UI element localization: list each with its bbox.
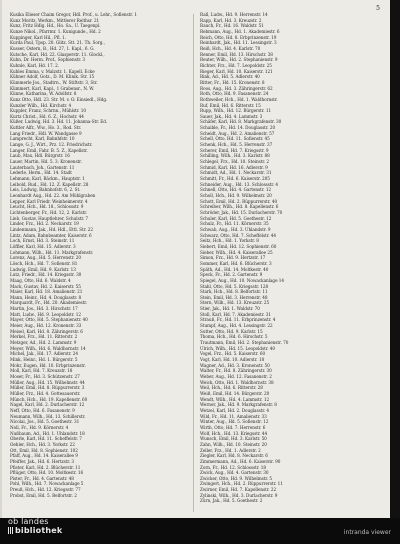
directory-entry: Marquardt, Fr., Hd. 20. Akademiestr.	[10, 300, 88, 306]
directory-entry: Lorenz, Aug., Hd. 5. Herrenstr. 20	[10, 255, 82, 261]
directory-entry: Linder, Frz., Hd. 2. Neckarstr. 19	[10, 221, 79, 227]
directory-entry: Lohmann, Wilh., Hd. 11. Markgrafenstr.	[10, 249, 94, 255]
directory-entry: Rieger, Karl, Hd. 10. Kaiserstr. 121	[200, 68, 273, 74]
directory-entry: Walter, Fr., Hd. 8. Zähringerstr. 30	[200, 368, 272, 374]
directory-entry: Schreiber, Wilh., Hd. 8. Kapellenstr. 6	[200, 204, 279, 210]
directory-entry: Richter, Frz., Hd. 7. Leopoldstr. 25	[200, 62, 272, 68]
directory-entry: Zahn, Wilh., Hd. 10. Steinstr. 20	[200, 441, 267, 447]
directory-entry: Schmidt, Ad., Hd. 1. Neckarstr. 31	[200, 170, 272, 176]
directory-entry: Zwick, Aug., Hd. 4. Gartenstr. 30	[200, 470, 269, 476]
directory-entry: Maier, Karl, Hd. 18. Amalienstr. 21	[10, 289, 83, 295]
directory-entry: Pohl, Wilh., Hd. 7. Nowackanlage 5	[10, 481, 84, 487]
directory-entry: Rebmann, Aug., Hd. 1. Akademiestr. 6	[200, 28, 280, 34]
directory-entry: Vogt, Karl, Hd. 10. Adlerstr. 18	[200, 357, 265, 363]
directory-entry: Pfister, Karl, Hd. 2. Blücherstr. 11	[10, 464, 81, 470]
directory-entry: Thoma, Hch., Hd. 6. Hirschstr. 5	[200, 334, 268, 340]
directory-entry: Rauch, Fr., Hd. 16. Waldstr. 51	[200, 23, 264, 29]
directory-entry: Oehler, Hch., Hd. 3. Yorkstr. 22	[10, 441, 75, 447]
directory-entry: Lehmann, Karl, Bäckm., Hauptstr. 1	[10, 176, 85, 182]
directory-entry: Rupp, Wilh., Hd. 12. Bürgerstr. 11	[200, 108, 272, 114]
directory-entry: Martin, Jos., Hd. 3. Hirschstr. 17	[10, 306, 78, 312]
directory-entry: Noll, Fr., Hd. 9. Körnerstr. 4	[10, 424, 69, 430]
directory-entry: Leis, Ludwig, Bahnhofstr. 6, 2. St.	[10, 187, 81, 193]
directory-entry: Ruf, Emil, Hd. 6. Ritterstr. 15	[200, 102, 261, 108]
right-column	[200, 12, 382, 504]
directory-entry: Mohr, Eugen, Hd. 10. Erbprinzenstr.	[10, 362, 86, 368]
directory-entry: Wagner, Ad., Hd. 3. Kronenstr. 50	[200, 362, 270, 368]
directory-entry: Moll, Karl, Hd. 7. Kreuzstr. 18	[10, 368, 73, 374]
logo-line-1: ob landes	[8, 517, 49, 526]
directory-entry: Preuß, Hch., Hd. 12. Kriegsstr. 77	[10, 487, 81, 493]
directory-entry: Schenk, Hch., Hd. 5. Herrenstr. 37	[200, 142, 273, 148]
directory-entry: Merkel, Frz., Hd. 11. Ritterstr. 2	[10, 334, 78, 340]
directory-entry: Küßer, Ludwig, Hd. 3. Hd. 11. Johanna-Str. Ed.	[10, 119, 108, 125]
directory-entry: Zürn, Jak., Hd. 5. Goethestr. 2	[200, 498, 263, 504]
directory-entry: Stark, Hch., Hd. 8. Belfortstr. 11	[200, 289, 268, 295]
directory-entry: Scholl, Hch., Hd. 9. Wilhelmstr. 20	[200, 193, 272, 198]
directory-entry: Pfeiffer, Jak., Hd. 6. Hertzstr. 3	[10, 458, 75, 464]
directory-entry: Schott, Emil, Hd. 2. Rüppurrerstr. 40	[200, 198, 278, 204]
directory-entry: Zimmermann, Ad., Hd. 6. Kaiserstr. 90	[200, 458, 281, 464]
logo-bars-icon	[8, 527, 14, 534]
directory-entry: Kuhnle, Karl, Hd. 17. 2.	[10, 62, 60, 68]
directory-entry: Rall, Ludw., Hd. 9. Herrenstr. 14	[200, 12, 268, 17]
directory-entry: Vogel, Frz., Hd. 5. Kaiserstr. 60	[200, 351, 266, 357]
column-divider	[193, 14, 194, 512]
directory-entry: Lepper, Karl Friedr. Weinheimerstr. 4	[10, 198, 88, 204]
directory-entry: Reinhardt, Jak., Hd. 11. Lessingstr. 3	[200, 40, 277, 46]
directory-entry: Werner, Jak., Hd. 9. Markgrafenstr. 8	[200, 402, 277, 408]
scrollbar[interactable]	[390, 0, 400, 518]
directory-entry: Pflüger, Otto, Hd. 10. Moltkestr. 16	[10, 470, 84, 476]
directory-entry: Mink, Heinr., Hd. 1. Bürgerstr. 5	[10, 357, 78, 363]
directory-entry: Schaible, Fr., Hd. 14. Douglasstr. 20	[200, 125, 276, 131]
directory-entry: Müller, Aug., Hd. 15. Wilhelmstr. 44	[10, 379, 85, 385]
directory-entry: Lintz, Adam, Bahnbeamter, Kaiserstr. 6	[10, 232, 92, 238]
directory-entry: Weil, Hch., Hd. 6. Ritterstr. 28	[200, 385, 263, 391]
directory-entry: Zorn, Fr., Hd. 12. Schlossstr. 18	[200, 464, 267, 470]
directory-entry: Weiß, Emil, Hd. 14. Bürgerstr. 20	[200, 390, 270, 396]
directory-entry: Stern, Wilh., Hd. 13. Kreuzstr. 25	[200, 300, 270, 306]
directory-entry: Lamprecht, Karl, Bahnhfstr. 10	[10, 136, 75, 142]
directory-entry: Renner, Emil, Hd. 13. Hirschstr. 38	[200, 51, 273, 57]
directory-entry: Kuttler Alfr., Ww., Ho. 3., Rod. Str.	[10, 125, 82, 131]
directory-entry: Sutter, Otto, Hd. 9. Karlstr. 15	[200, 328, 263, 334]
directory-entry: Wirth, Otto, Hd. 7. Herrenstr. 6	[200, 424, 266, 430]
directory-entry: Weick, Otto, Hd. 1. Waldhornstr. 38	[200, 379, 274, 385]
directory-entry: Stumpf, Aug., Hd. 4. Lessingstr. 22	[200, 323, 273, 329]
directory-entry: Scherer, Emil, Hd. 7. Kriegsstr. 9	[200, 147, 269, 153]
directory-entry: Lederle, Herm., Hd. 14. Stadt	[10, 170, 72, 176]
directory-entry: Neumann, Wilh., Hd. 13. Schillerstr.	[10, 413, 86, 419]
directory-entry: Kurda Paul, Tpsp. 20. Glitz. Stt. 21. Th. Sorg.,	[10, 40, 105, 46]
directory-entry: Schröder, Jak., Hd. 15. Durlacherstr. 70	[200, 209, 283, 215]
directory-entry: Ott, Emil, Hd. 8. Sophienstr. 102	[10, 447, 78, 453]
directory-entry: Leibold, Rud., Hd. 12. Z. Kapellstr. 28	[10, 181, 89, 187]
directory-entry: Schlegel, Frz., Hd. 10. Steinstr. 2	[200, 159, 269, 165]
logo-line-2: bibliothek	[15, 526, 63, 535]
directory-entry: Rothweiler, Hch., Hd. 1. Waldhornstr.	[200, 96, 278, 102]
directory-entry: Kusika Elieser Chaim Gregor, Hdl. Prof., u. Lehr., Sofienstr. 1	[10, 12, 137, 17]
directory-entry: Maag, Otto, Hd. 6. Waldstr. 4	[10, 277, 71, 283]
directory-entry: Kunz, Fritz Hdlg. Hd., Ho. Sa., U. Taegenpl.	[10, 23, 101, 29]
directory-entry: Trautmann, Emil, Hd. 2. Stephanienstr. 70	[200, 340, 289, 346]
directory-entry: Kuppler, Franz, Schrnn., Mühlstr. 10	[10, 108, 86, 114]
directory-entry: Kuhles Emma, v. Malzstr. 1. Kapell. Ecke	[10, 68, 95, 74]
directory-entry: Spiegel, Aug., Hd. 10. Nowackanlage 14	[200, 277, 285, 283]
directory-entry: Pister, Fr., Hd. 4. Gartenstr. 48	[10, 475, 74, 481]
directory-entry: Müller, Emil, Hd. 8. Rüppurrerstr. 3	[10, 385, 85, 391]
directory-entry: Schwarz, Otto, Hd. 7. Scheffelstr. 44	[200, 232, 276, 238]
directory-entry: Sieber, Wilh., Hd. 4. Kaiserallee 25	[200, 249, 273, 255]
directory-entry: Wild, Fr., Hd. 11. Amalienstr. 33	[200, 413, 267, 419]
directory-entry: Schilling, Wilh., Hd. 3. Karlstr. 88	[200, 153, 270, 159]
directory-entry: Schell, Otto, Hd. 11. Sofienstr. 45	[200, 136, 270, 142]
directory-entry: Mann, Heinr., Hd. 4. Douglasstr. 8	[10, 294, 82, 300]
directory-entry: Schuler, Karl, Hd. 5. Goethestr. 12	[200, 215, 272, 221]
directory-entry: Schneider, Aug., Hd. 13. Schlossstr. 4	[200, 181, 279, 187]
directory-entry: Kunz Otto, Hdl. 23. Str. M. v. O. Einsiedl., Hdg.	[10, 96, 108, 102]
directory-entry: Kümmerle Jos., Stadtrn., W. Stiftstr. 3, Str.	[10, 79, 98, 85]
directory-entry: Kunzler Wilh., Hd. Kirchstr. 4	[10, 102, 72, 108]
directory-entry: Schmitt, Fr., Hd. 6. Kaiserstr. 205	[200, 176, 270, 182]
directory-entry: Siebert, Emil, Hd. 12. Sophienstr. 60	[200, 243, 277, 249]
directory-entry: Winter, Aug., Hd. 5. Sofienstr. 12	[200, 419, 269, 425]
directory-entry: Oberle, Karl, Hd. 11. Scheffelstr. 7	[10, 436, 82, 442]
directory-entry: Lang Friedr., Hdl. W. Wandgasse 9	[10, 130, 82, 136]
directory-entry: Stoll, Karl, Hd. 7. Akademiestr. 31	[200, 311, 271, 317]
directory-entry: Lindenmann, Jak., Hd. Hdl., Ettl. Str. 22	[10, 226, 94, 232]
directory-entry: Löffler, Karl, Hd. 15. Adlerstr. 3	[10, 243, 76, 249]
directory-entry: Sauer, Jak., Hd. 4. Lammstr. 3	[200, 113, 263, 119]
directory-entry: Zeller, Frz., Hd. 1. Adlerstr. 2	[200, 447, 261, 453]
directory-entry: Weber, Aug., Hd. 12. Fasanenstr. 2	[200, 374, 272, 379]
viewer-credit[interactable]: intranda viewer	[343, 529, 391, 536]
directory-entry: Zwirner, Emil, Hd. 7. Kapellenstr. 22	[200, 487, 277, 493]
directory-entry: Lichtenberger, Fr., Hd. 12, 2. Karlstr.	[10, 209, 88, 215]
directory-entry: Wunsch, Emil, Hd. 3. Karlstr. 50	[200, 436, 267, 442]
directory-entry: Meyer, Wilh., Hd. 6. Waldhornstr. 14	[10, 345, 86, 351]
directory-entry: Künne, Katharina, W. Adolfstr. 8	[10, 91, 77, 97]
directory-entry: Meisel, Karl, Hd. 8. Zähringerstr. 6	[10, 328, 83, 334]
directory-entry: Späth, Ad., Hd. 14. Moltkestr. 40	[200, 266, 269, 272]
directory-entry: Kuppinger, Karl Hil., Pfl. 1.	[10, 34, 67, 40]
directory-entry: Kühner Adolf, Gotz., D. M. Klinik. Str. 15	[10, 74, 95, 80]
directory-entry: Kümmert, Karl, Kapl., 1 Grabensr., N. W.	[10, 85, 95, 91]
directory-entry: Metzger, Ad., Hd. 2. Lammstr. 9	[10, 340, 77, 346]
directory-entry: Wendt, Wilh., Hd. 4. Lammstr. 12	[200, 396, 270, 402]
directory-entry: Leonhardt Aug., Hd. 22. Am Mühlgraben	[10, 193, 96, 198]
left-column	[10, 12, 188, 498]
directory-entry: Lieb, Gustav, Hauptlehrer, Schulstr. 7	[10, 215, 88, 221]
directory-entry: Stahl, Otto, Hd. 5. Kriegsstr. 128	[200, 283, 269, 289]
directory-entry: Rapp, Karl, Hd. 3. Kreuzstr. 2	[200, 17, 262, 23]
directory-entry: Reich, Otto, Hd. 8. Erbprinzenstr. 19	[200, 34, 277, 40]
directory-entry: Schnell, Otto, Hd. 4. Gartenstr. 12	[200, 187, 272, 193]
directory-entry: Zwicker, Otto, Hd. 9. Wilhelmstr. 5	[200, 475, 273, 481]
directory-entry: Mayer, Otto, Hd. 5. Stephanienstr. 40	[10, 317, 88, 323]
directory-entry: Kunze Nikol., Pfarrmr. 1. Kunigunde., Hd. 2	[10, 28, 101, 34]
directory-entry: Stier, Jak., Hd. 1. Waldstr. 70	[200, 306, 260, 312]
directory-entry: Schwab, Aug., Hd. 3. Uhlandstr. 9	[200, 226, 271, 232]
directory-entry: Schulz, Fr., Hd. 11. Körnerstr. 35	[200, 221, 269, 227]
directory-entry: Lange, G. J., Wirt., Prz. 12. Friedrichstr.	[10, 142, 93, 148]
directory-entry: Zwingert, Hch., Hd. 2. Rüppurrerstr. 11	[200, 481, 283, 487]
directory-entry: Nicolai, Jos., Hd. 5. Goethestr. 31	[10, 419, 80, 425]
directory-entry: Loch, Ernst, Hd. 3. Steinstr. 11	[10, 238, 75, 244]
directory-entry: Lösch, Hch., Hd. 7. Sofienstr. 81	[10, 260, 78, 266]
directory-entry: Probst, Emil, Hd. 5. Belfortstr. 2	[10, 492, 77, 498]
directory-entry: Wolf, Hch., Hd. 13. Kriegsstr. 44	[200, 430, 268, 436]
directory-entry: Laub, Max, Hdl. Bürgrstr. 16	[10, 153, 70, 159]
directory-entry: Reuter, Wilh., Hd. 2. Stephanienstr. 9	[200, 57, 278, 63]
directory-entry: Stein, Emil, Hd. 3. Herrenstr. 48	[200, 294, 268, 300]
directory-entry: Zylinski, Wilh., Hd. 3. Durlacherstr. 9	[200, 492, 278, 498]
directory-entry: Ziegler, Karl, Hd. 8. Neckarstr. 6	[200, 453, 268, 459]
directory-entry: Nußbaum, Ad., Hd. 1. Uhlandstr. 18	[10, 430, 85, 436]
directory-entry: Mack, Gustav, Hd. 2. Kaiserstr. 55	[10, 283, 81, 289]
directory-entry: Münch, Hch., Hd. 19. Kapellenstr. 60	[10, 396, 88, 402]
directory-entry: Kusser, Ostern, B., Hd. 27, 1. Kapl., 6. G.	[10, 45, 95, 51]
directory-entry: Ludwig, Emil, Hd. 9. Karlstr. 13	[10, 266, 76, 272]
directory-entry: Neff, Otto, Hd. 6. Fasanenstr. 9	[10, 407, 75, 413]
directory-entry: Speck, Fr., Hd. 2. Gartenstr. 9	[200, 272, 263, 278]
directory-entry: Seitz, Hch., Hd. 1. Yorkstr. 8	[200, 238, 259, 244]
directory-entry: Sommer, Karl, Hd. 6. Blücherstr. 3	[200, 260, 272, 266]
directory-entry: Strauß, Fr., Hd. 11. Erbprinzenstr. 4	[200, 317, 276, 323]
directory-entry: Kurtz Christ., Hd. 6. Z., Hochstr. 44	[10, 113, 84, 119]
library-logo[interactable]	[8, 518, 62, 535]
directory-entry: Pfaff, Aug., Hd. 14. Kaiserallee 9	[10, 453, 78, 459]
directory-entry: Meier, Aug., Hd. 12. Kronenstr. 33	[10, 323, 82, 329]
directory-entry: Roos, Aug., Hd. 3. Zähringerstr. 62	[200, 85, 273, 91]
page-number: 5	[376, 5, 380, 12]
directory-entry: Leucht, Hch., Hd. 18., Schlossstr. 9	[10, 204, 84, 210]
directory-entry: Lauterbach, Joh., Gartenstr. 11	[10, 164, 75, 170]
directory-entry: Ritter, Fr., Hd. 15. Kronenstr. 8	[200, 79, 265, 85]
directory-entry: Müller, Frz., Hd. 4. Gottesauerstr.	[10, 390, 81, 396]
directory-entry: Kuhn, Dr. Herm. Prof., Sophienstr. 3	[10, 57, 86, 63]
directory-entry: Ulrich, Wilh., Hd. 15. Leopoldstr. 40	[200, 345, 276, 351]
directory-entry: Scheidt, Aug., Hd. 2. Amalienstr. 57	[200, 130, 275, 136]
directory-entry: Reiß, Hch., Hd. 4. Karlstr. 70	[200, 45, 261, 51]
directory-entry: Moser, Fr., Hd. 3. Schützenstr. 27	[10, 374, 80, 379]
directory-entry: Wetzel, Karl, Hd. 2. Douglasstr. 4	[200, 407, 269, 413]
directory-entry: Matt, Ludw., Hd. 9. Leopoldstr. 12	[10, 311, 82, 317]
directory-entry: Rink, Ad., Hd. 5. Adlerstr. 40	[200, 74, 260, 80]
directory-entry: Schmid, Karl, Hd. 16. Adlerstr. 9	[200, 164, 268, 170]
directory-entry: Langer, Emil, Fahr. B. 5. Z., Kapellstr.	[10, 147, 88, 153]
directory-entry: Schäfer, Karl, Hd. 8. Markgrafenstr. 30	[200, 119, 282, 125]
directory-entry: Roth, Otto, Hd. 9. Fasanenstr. 24	[200, 91, 269, 97]
directory-entry: Lauer, Martin, Hd. 5. 3. Kronenstr.	[10, 159, 82, 165]
directory-entry: Lutz, Friedr., Hd. 14. Kriegsstr. 30	[10, 272, 82, 278]
directory-entry: Kunz Moritz, Werkm., Mittlerer Reithsr. 21	[10, 17, 100, 23]
directory-entry: Kutsche, Karl, Hd. 22. Glasperstr. 11. Glockl.,	[10, 51, 105, 57]
directory-entry: Simon, Frz., Hd. 9. Hertzstr. 17	[200, 255, 266, 261]
directory-entry: Michel, Jak., Hd. 17. Adlerstr. 24	[10, 351, 79, 357]
directory-entry: Nagel, Karl, Hd. 2. Durlacherstr. 12	[10, 402, 85, 408]
